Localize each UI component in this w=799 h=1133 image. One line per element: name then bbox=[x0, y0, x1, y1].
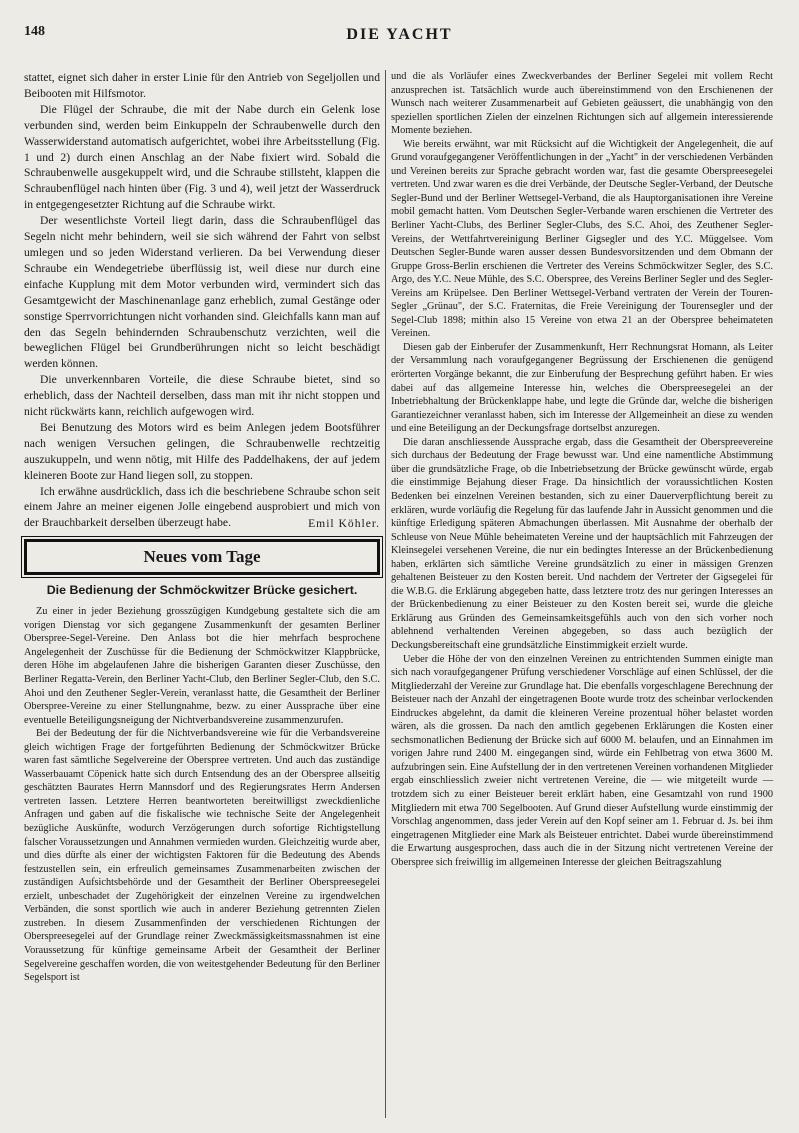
body-paragraph: Die unverkennbaren Vorteile, die diese Schraube bietet, sind so erheblich, dass der Nachteil derselben, dass man mit ihr nicht stoppen und nicht rückwärts kann, reichlich aufgewogen wird. bbox=[24, 373, 380, 419]
body-paragraph: Der wesentlichste Vorteil liegt darin, dass die Schraubenflügel das Segeln nicht mehr behindern, weil sie sich während der Fahrt von selbst umlegen und so jeden Widerstand verlieren. Da bei Verwendung dieser Schraube ein Wendegetriebe überflüssig ist, weil diese nur durch eine einfache Kupplung mit dem Motor verbunden wird, vermindert sich das Gesamtgewicht der Maschinenanlage ganz erheblich, zumal Gestänge oder sonstige Sperrvorrichtungen nicht vorhanden sind. Gleichfalls kann man auf den das Segeln behindernden Schraubenschutz verzichten, weil die beweglichen Flügel bei Grundberührungen nicht so leicht beschädigt werden können. bbox=[24, 214, 380, 371]
article-paragraph: Bei der Bedeutung der für die Nichtverbandsvereine wie für die Verbandsvereine gleich wichtigen Frage der fortgeführten Bedienung der Schmöckwitzer Brücke waren fast sämtliche Segelvereine der Oberspree vertreten. Und auch das zuständige Wasserbauamt Cöpenick hatte sich durch Entsendung des an der Oberspree allseitig geschätzten Baurates Herrn Mannsdorf und des Regierungsrates Herrn Andersen vertreten lassen. Letztere Herren beantworteten bereitwilligst zweckdienliche Anfragen und gaben auf die fiskalische wie technische Seite der Angelegenheit bezügliche Auskünfte, wodurch Verzögerungen durch sofortige Richtigstellung falscher Voraussetzungen und Annahmen vermieden wurden. Gleichzeitig wurde aber, und dies dürfte als einer der wichtigsten Faktoren für die Bedeutung des Abends festzustellen sein, ein erfreulich gemeinsames Zusammenarbeiten zwischen der zuständigen Aufsichtsbehörde und der Gesamtheit der Berliner Oberspreesegelei erzielt, unbeschadet der Zugehörigkeit der einzelnen Vereine zu irgendwelchen Verbänden, die sonst sportlich wie auch in anderer Beziehung getrennten Zielen zustreben. In diesem Zusammenfinden der verschiedenen Richtungen der Oberspreesegelei auf der Grundlage reiner Zweckmässigkeitsmassnahmen ist eine Voraussetzung für künftige gemeinsame Arbeit der Gesamtheit der Berliner Segelvereine geschaffen worden, die von weitestgehender Bedeutung für den Berliner Segelsport ist bbox=[24, 728, 380, 984]
body-paragraph: stattet, eignet sich daher in erster Linie für den Antrieb von Segeljollen und Beibooten mit Hilfsmotor. bbox=[24, 71, 380, 100]
article-paragraph: Ueber die Höhe der von den einzelnen Vereinen zu entrichtenden Summen einigte man sich nach voraufgegangener Prüfung verschiedener Vorschläge auf einen Schlüssel, der die Mitgliederzahl der Vereine zur Grundlage hat. Die ebenfalls vorgeschlagene Berechnung der Beisteuer nach der Anzahl der eingetragenen Boote wurde trotz des scheinbar verlockenden Eindruckes abgelehnt, da damit die kleineren Vereine prozentual höher belastet worden wären, als die grossen. Da nach den amtlich gegebenen Erklärungen die Kosten einer sechsmonatlichen Bedienung der Brücke sich auf 6000 M. belaufen, und an Einnahmen im vorigen Jahre rund 2400 M. eingegangen sind, würde ein Fehlbetrag von etwa 3600 M. aufzubringen sein. Eine Aufstellung der in den vertretenen Vereinen vorhandenen Mitglieder ergab einschliesslich zweier nicht vertretenen Vereine, die — wie mitgeteilt wurde — trotzdem sich zu einer Beisteuer bereit erklärt haben, eine Gesamtzahl von rund 1900 Mitgliedern mit etwa 700 Segelbooten. Auf Grund dieser Aufstellung wurde einstimmig der Vorschlag angenommen, dass jeder Verein auf den Kopf seiner am 1. Februar d. Js. bei ihm eingetragenen Mitglieder eine Mark als Beisteuer entrichtet. Dabei wurde übereinstimmend die Erwartung ausgesprochen, dass auch die in der Sitzung nicht vertretenen Vereine der Oberspree sich freiwillig im allgemeinen Interesse der gleichen Beitragszahlung bbox=[391, 653, 773, 868]
body-paragraph: Die Flügel der Schraube, die mit der Nabe durch ein Gelenk lose verbunden sind, werden beim Einkuppeln der Schraubenwelle durch den Wasserwiderstand automatisch aufgerichtet, wobei ihre Arbeitsstellung (Fig. 1 und 2) durch einen Anschlag an der Nabe fixiert wird. Sobald die Schraubenwelle ausgekuppelt wird, und die Schraube stillsteht, klappen die Schraubenflügel nach hinten über (Fig. 3 und 4), weil jetzt der Wasserdruck in entgegengesetzter Richtung auf die Schraube wirkt. bbox=[24, 102, 380, 212]
right-column bbox=[391, 70, 773, 869]
left-column bbox=[24, 70, 380, 985]
author-signature: Emil Köhler. bbox=[308, 517, 380, 531]
page-number: 148 bbox=[24, 24, 45, 39]
article-paragraph: Die daran anschliessende Aussprache ergab, dass die Gesamtheit der Oberspreevereine sich durchaus der Bedeutung der Frage bewusst war. Und eine namentliche Abstimmung über die grundsätzliche Frage, ob die Inbetriebsetzung der Brücke gewünscht würde, ergab die einstimmige Bejahung dieser Frage. Da hinsichtlich der voraussichtlichen Kosten Bedenken bei einzelnen Vereinen bestanden, sich zu einer Dauerverpflichtung bereit zu erklären, wurde vorläufig die Regelung für das laufende Jahr in Aussicht genommen und die künftige Erledigung späteren Abmachungen überlassen. Mit Ausnahme der oberhalb der Schleuse von Neue Mühle beheimateten Vereine und der hauptsächlich mit Fahrzeugen der Kleinsegelei versehenen Vereine, die nur ein bedingtes Interesse an der Brückenbedienung haben, erklärten sich sämtliche Vereine grundsätzlich zu einer in mässigen Grenzen gehaltenen Beisteuer zu den Kosten bereit. Und nachdem der Vertreter der Gigsegelei für die W.B.G. die Erklärung abgegeben hatte, dass letztere trotz des nur geringen Interesses an der Brückenbedienung zu einer Beisteuer zu den Kosten bereit sei, wurde die gleiche Erklärung aus Gründen des Gemeinsamkeitsgefühls auch von den sich vorher noch ablehnend verhaltenden Vereinen abgegeben, so dass auch bezüglich der Deckungsbereitschaft eine grundsätzliche Einstimmigkeit erzielt wurde. bbox=[391, 436, 773, 651]
article-paragraph: und die als Vorläufer eines Zweckverbandes der Berliner Segelei mit vollem Recht anzusprechen ist. Tatsächlich wurde auch übereinstimmend von den Erschienenen der Wunsch nach weiterer Zusammenarbeit auf Gebieten geäussert, die unabhängig von den speziellen sportlichen Zielen der einzelnen Richtungen sich auf allgemein interessierende Momente beziehen. bbox=[391, 71, 773, 137]
column-divider bbox=[385, 70, 386, 1118]
body-paragraph: Ich erwähne ausdrücklich, dass ich die beschriebene Schraube schon seit einem Jahre an meiner eigenen Jolle eingebend ausprobiert und mich von der Brauchbarkeit derselben überzeugt habe. bbox=[24, 484, 380, 530]
article-title: Die Bedienung der Schmöckwitzer Brücke gesichert. bbox=[46, 583, 358, 598]
running-title: DIE YACHT bbox=[346, 26, 453, 43]
article-paragraph: Zu einer in jeder Beziehung grosszügigen Kundgebung gestaltete sich die am vorigen Dienstag vor sich gegangene Zusammenkunft der gesamten Berliner Oberspree-Segel-Vereine. Den Anlass bot die hier mehrfach besprochene Angelegenheit der Zuschüsse für die Bedienung der Schmöckwitzer Klappbrücke, deren Höhe im abgelaufenen Jahre die bisherigen Garanten dieser Zuschüsse, den Berliner Regatta-Verein, den Berliner Yacht-Club, den Berliner Segler-Club, den S.C. Ahoi und den Zeuthener Segler-Verein, veranlasst hatte, die Gesamtheit der Berliner Oberspree-Vereine zu einer Stellungnahme, bezw. zu einer Aussprache über eine eventuelle Beteiligungsneigung der Nichtverbandsvereine zusammenzurufen. bbox=[24, 606, 380, 726]
section-heading: Neues vom Tage bbox=[24, 539, 380, 575]
body-paragraph: Bei Benutzung des Motors wird es beim Anlegen jedem Bootsführer nach wenigen Versuchen gelingen, die Schraubenwelle rechtzeitig auszukuppeln, und wenn nötig, mit Hilfe des Paddelhakens, der auf jedem kleineren Boote zur Hand liegen soll, zu stoppen. bbox=[24, 420, 380, 482]
article-paragraph: Diesen gab der Einberufer der Zusammenkunft, Herr Rechnungsrat Homann, als Leiter der Versammlung nach voraufgegangener Begrüssung der Erschienenen die genügend erörterten Vorgänge bekannt, die zur Einberufung der Besprechung geführt haben. Er wies dabei auf das allgemeine Interesse hin, welches die Oberspreesegelei an der Inbetriebhaltung der Brückenklappe habe, und legte die Gründe dar, welche die bisherigen Garantiezeichner veranlasst haben, sich im Interesse der Allgemeinheit an diese zu wenden und eine Beteiligung an der Deckungsfrage dortselbst anzuregen. bbox=[391, 341, 773, 435]
page-header bbox=[0, 24, 799, 44]
article-paragraph: Wie bereits erwähnt, war mit Rücksicht auf die Wichtigkeit der Angelegenheit, die auf Grund voraufgegangener Veröffentlichungen in der „Yacht" in der verschiedenen Verbänden und Vereinen bereits zur Sprache gebracht worden war, fast die gesamte Oberspreesegelei vertreten. Und zwar waren es die drei Verbände, der Deutsche Segler-Verband, der Deutsche Segler-Bund und der Berliner Wettsegel-Verband, die als Hauptorganisationen ihre Vereine mobil gemacht hatten. Vom Deutschen Segler-Verbande waren erschienen die Vertreter des Berliner Yacht-Clubs, des Berliner Segler-Clubs, des S.C. Ahoi, des Zeuthener Segler-Vereins, der Wettfahrtvereinigung Berliner Gigsegler und des Y.C. Müggelsee. Vom Deutschen Segler-Bunde waren ausser dessen Bundesvorsitzenden und dem Obmann der Gruppe Gross-Berlin erschienen die Vertreter des Vereins Schmöckwitzer Segler, des S.C. Argo, des Y.C. Neue Mühle, des S.C. Oberspree, des Vereins Berliner Segler und des Segler-Vereins am Krüpelsee. Den Berliner Wettsegel-Verband vertraten der Verein der Touren-Segler „Grünau", der S.C. Fraternitas, die Freie Vereinigung der Tourensegler und der Segel-Club 1898; mithin also 15 Vereine von etwa 21 an der Oberspree beheimateten Vereinen. bbox=[391, 138, 773, 340]
